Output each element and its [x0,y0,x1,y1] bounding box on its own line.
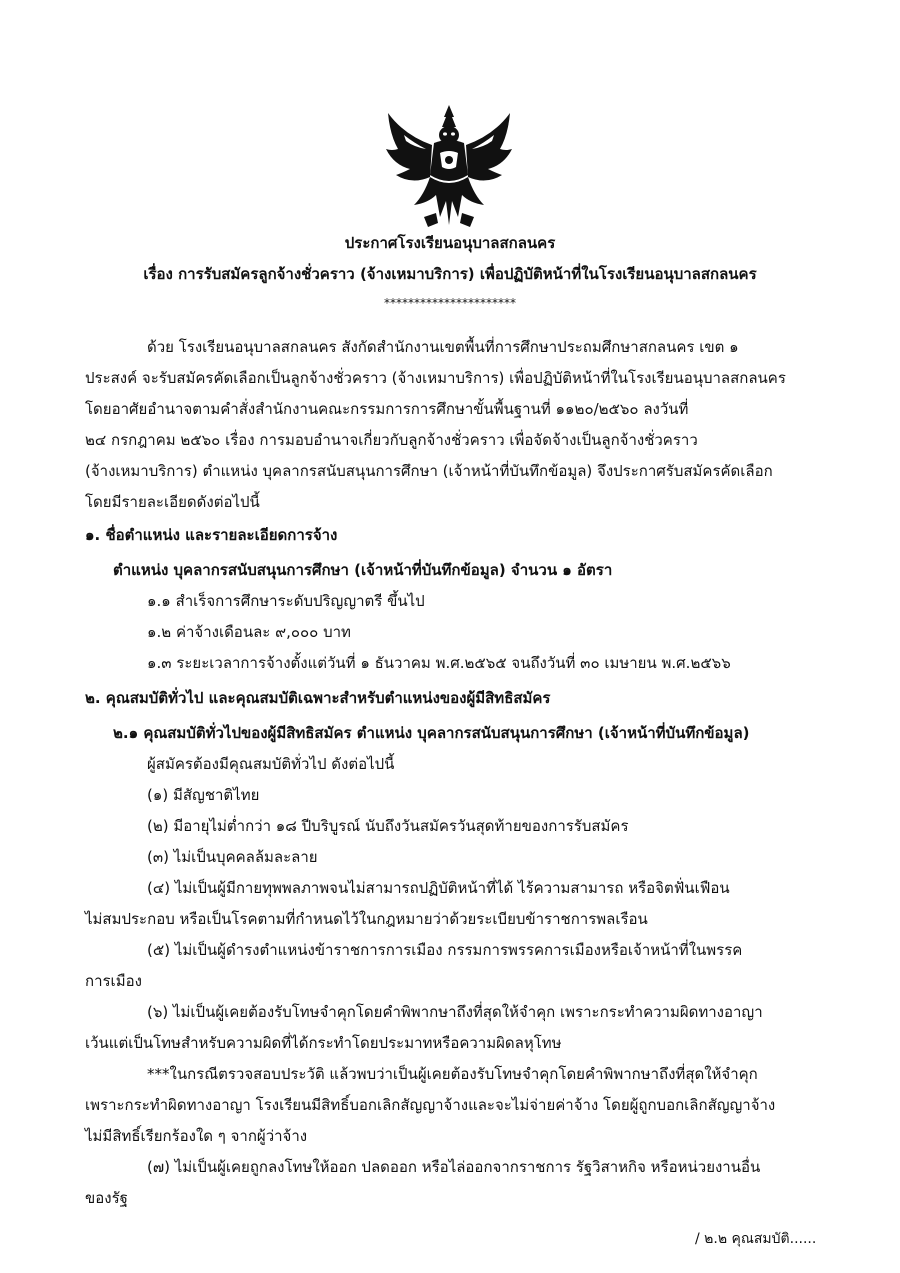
qualification-7-line-1: (๗) ไม่เป็นผู้เคยถูกลงโทษให้ออก ปลดออก หรือไล่ออกจากราชการ รัฐวิสาหกิจ หรือหน่วยงานอื่น [147,1158,761,1176]
position-line: ตำแหน่ง บุคลากรสนับสนุนการศึกษา (เจ้าหน้าที่บันทึกข้อมูล) จำนวน ๑ อัตรา [113,561,613,579]
qualification-6-line-1: (๖) ไม่เป็นผู้เคยต้องรับโทษจำคุกโดยคำพิพากษาถึงที่สุดให้จำคุก เพราะกระทำความผิดทางอาญา [147,1003,763,1021]
announcement-subject: เรื่อง การรับสมัครลูกจ้างชั่วคราว (จ้างเหมาบริการ) เพื่อปฏิบัติหน้าที่ในโรงเรียนอนุบาลสกลนคร [143,265,757,283]
note-line-3: ไม่มีสิทธิ์เรียกร้องใด ๆ จากผู้ว่าจ้าง [85,1127,308,1145]
qualification-lead: ผู้สมัครต้องมีคุณสมบัติทั่วไป ดังต่อไปนี้ [147,755,395,773]
intro-line-4: ๒๔ กรกฎาคม ๒๕๖๐ เรื่อง การมอบอำนาจเกี่ยวกับลูกจ้างชั่วคราว เพื่อจัดจ้างเป็นลูกจ้างชั่วคราว [85,431,698,449]
qualification-5-line-1: (๕) ไม่เป็นผู้ดำรงตำแหน่งข้าราชการการเมือง กรรมการพรรคการเมืองหรือเจ้าหน้าที่ในพรรค [147,941,743,959]
qualification-6-line-2: เว้นแต่เป็นโทษสำหรับความผิดที่ได้กระทำโดยประมาทหรือความผิดลหุโทษ [85,1034,562,1052]
continuation-note: / ๒.๒ คุณสมบัติ...... [695,1231,817,1247]
section-2-heading: ๒. คุณสมบัติทั่วไป และคุณสมบัติเฉพาะสำหรับตำแหน่งของผู้มีสิทธิสมัคร [85,689,551,707]
note-line-2: เพราะกระทำผิดทางอาญา โรงเรียนมีสิทธิ์บอกเลิกสัญญาจ้างและจะไม่จ่ายค่าจ้าง โดยผู้ถูกบอกเลิกสัญญาจ้าง [85,1096,776,1114]
intro-line-2: ประสงค์ จะรับสมัครคัดเลือกเป็นลูกจ้างชั่วคราว (จ้างเหมาบริการ) เพื่อปฏิบัติหน้าที่ในโรงเรียนอนุบาลสกลนคร [85,369,786,387]
qualification-3: (๓) ไม่เป็นบุคคลล้มละลาย [147,848,318,866]
section-1-item-2: ๑.๒ ค่าจ้างเดือนละ ๙,๐๐๐ บาท [147,623,351,641]
section-1-item-1: ๑.๑ สำเร็จการศึกษาระดับปริญญาตรี ขึ้นไป [147,592,425,610]
intro-line-3: โดยอาศัยอำนาจตามคำสั่งสำนักงานคณะกรรมการการศึกษาขั้นพื้นฐานที่ ๑๑๒๐/๒๕๖๐ ลงวันที่ [85,400,689,418]
qualification-4-line-2: ไม่สมประกอบ หรือเป็นโรคตามที่กำหนดไว้ในกฎหมายว่าด้วยระเบียบข้าราชการพลเรือน [85,910,648,928]
section-2-1-heading: ๒.๑ คุณสมบัติทั่วไปของผู้มีสิทธิสมัคร ตำแหน่ง บุคลากรสนับสนุนการศึกษา (เจ้าหน้าที่บันทึกข้อมูล) [113,724,750,742]
intro-line-5: (จ้างเหมาบริการ) ตำแหน่ง บุคลากรสนับสนุนการศึกษา (เจ้าหน้าที่บันทึกข้อมูล) จึงประกาศรับสมัครคัดเลือก [85,462,773,480]
qualification-2: (๒) มีอายุไม่ต่ำกว่า ๑๘ ปีบริบูรณ์ นับถึงวันสมัครวันสุดท้ายของการรับสมัคร [147,817,629,835]
qualification-4-line-1: (๔) ไม่เป็นผู้มีกายทุพพลภาพจนไม่สามารถปฏิบัติหน้าที่ได้ ไร้ความสามารถ หรือจิตฟั่นเฟือน [147,879,730,897]
note-line-1: ***ในกรณีตรวจสอบประวัติ แล้วพบว่าเป็นผู้เคยต้องรับโทษจำคุกโดยคำพิพากษาถึงที่สุดให้จำคุก [147,1065,758,1083]
garuda-emblem-icon [384,105,514,233]
separator-line: ********************** [384,296,516,310]
announcement-title: ประกาศโรงเรียนอนุบาลสกลนคร [344,234,556,252]
qualification-7-line-2: ของรัฐ [85,1189,128,1207]
section-1-heading: ๑. ชื่อตำแหน่ง และรายละเอียดการจ้าง [85,526,338,544]
intro-line-1: ด้วย โรงเรียนอนุบาลสกลนคร สังกัดสำนักงานเขตพื้นที่การศึกษาประถมศึกษาสกลนคร เขต ๑ [147,338,739,356]
section-1-item-3: ๑.๓ ระยะเวลาการจ้างตั้งแต่วันที่ ๑ ธันวาคม พ.ศ.๒๕๖๕ จนถึงวันที่ ๓๐ เมษายน พ.ศ.๒๕๖๖ [147,654,731,672]
qualification-1: (๑) มีสัญชาติไทย [147,786,260,804]
qualification-5-line-2: การเมือง [85,972,142,990]
intro-line-6: โดยมีรายละเอียดดังต่อไปนี้ [85,493,260,511]
